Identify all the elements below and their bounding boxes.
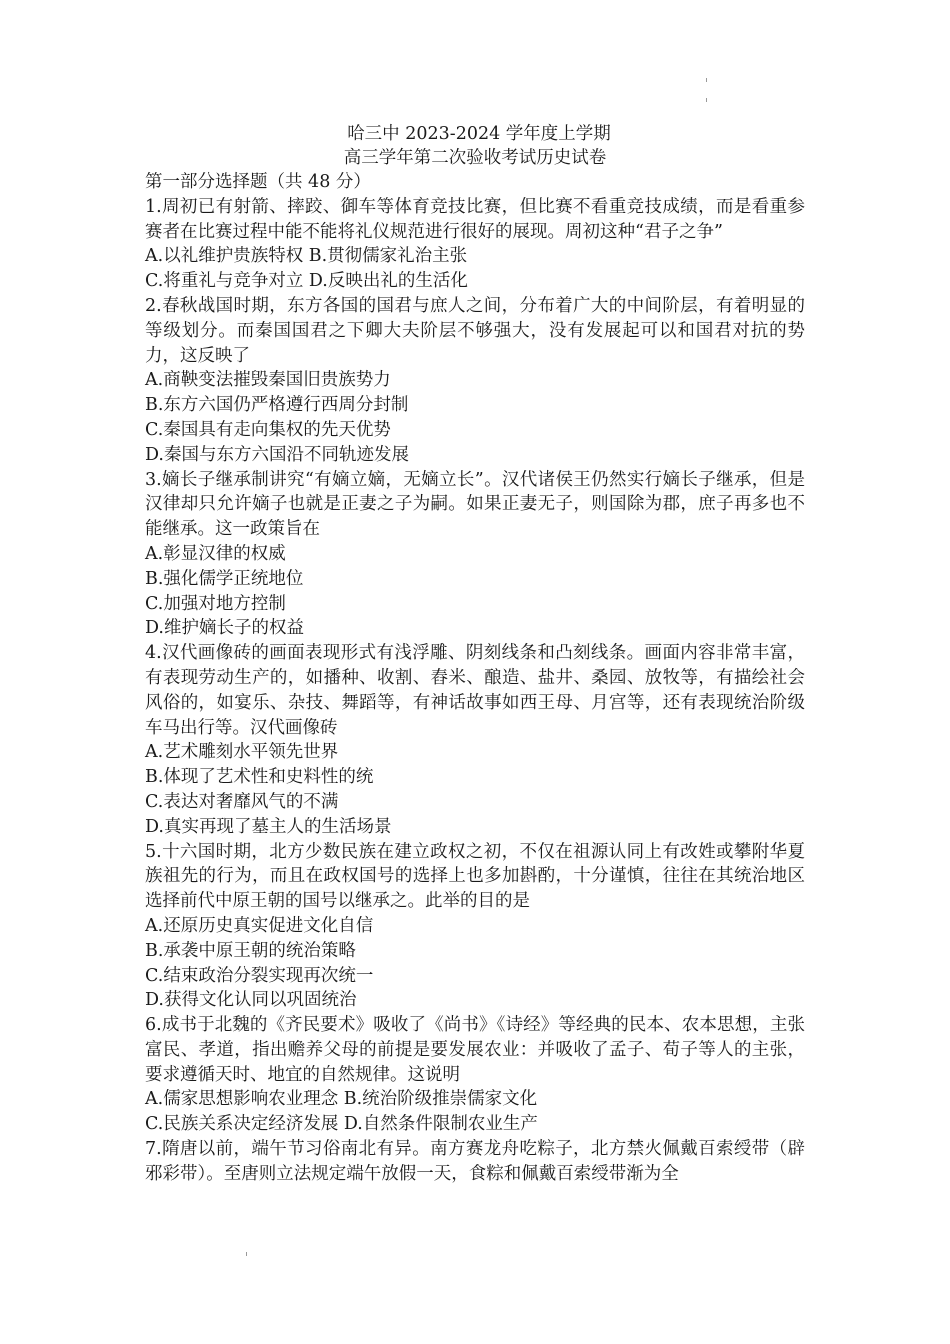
option-b: B.强化儒学正统地位 bbox=[145, 568, 304, 589]
option-a: A.还原历史真实促进文化自信 bbox=[145, 915, 374, 936]
question-stem: 2.春秋战国时期，东方各国的国君与庶人之间，分布着广大的中间阶层，有着明显的等级划分。而秦国国君之下卿大夫阶层不够强大，没有发展起可以和国君对抗的势力，这反映了 bbox=[145, 295, 805, 366]
question-7 bbox=[145, 1137, 805, 1187]
question-stem: 5.十六国时期，北方少数民族在建立政权之初，不仅在祖源认同上有改姓或攀附华夏族祖先的行为，而且在政权国号的选择上也多加斟酌，十分谨慎，往往在其统治地区选择前代中原王朝的国号以继承之。此举的目的是 bbox=[145, 841, 805, 912]
option-a: A.彰显汉律的权威 bbox=[145, 543, 286, 564]
option-a: A.商鞅变法摧毁秦国旧贵族势力 bbox=[145, 370, 391, 391]
question-stem: 1.周初已有射箭、摔跤、御车等体育竞技比赛，但比赛不看重竞技成绩，而是看重参赛者在比赛过程中能不能将礼仪规范进行很好的展现。周初这种“君子之争” bbox=[145, 196, 805, 242]
option-b: B.体现了艺术性和史料性的统 bbox=[145, 767, 374, 788]
exam-page bbox=[145, 122, 805, 1187]
option-line: C.将重礼与竞争对立 D.反映出礼的生活化 bbox=[145, 271, 468, 292]
option-line: A.儒家思想影响农业理念 B.统治阶级推崇儒家文化 bbox=[145, 1089, 538, 1110]
option-c: C.表达对奢靡风气的不满 bbox=[145, 791, 339, 812]
option-d: D.维护嫡长子的权益 bbox=[145, 618, 304, 639]
option-c: C.秦国具有走向集权的先天优势 bbox=[145, 419, 391, 440]
question-stem: 4.汉代画像砖的画面表现形式有浅浮雕、阴刻线条和凸刻线条。画面内容非常丰富，有表现劳动生产的，如播种、收割、舂米、酿造、盐井、桑园、放牧等，有描绘社会风俗的，如宴乐、杂技、舞蹈等，有神话故事如西王母、月宫等，还有表现统治阶级车马出行等。汉代画像砖 bbox=[145, 643, 805, 738]
option-a: A.艺术雕刻水平领先世界 bbox=[145, 742, 339, 763]
question-5 bbox=[145, 840, 805, 1014]
exam-title-line2: 高三学年第二次验收考试历史试卷 bbox=[343, 148, 607, 168]
question-4 bbox=[145, 641, 805, 839]
section-heading: 第一部分选择题（共 48 分） bbox=[145, 172, 371, 192]
option-b: B.东方六国仍严格遵行西周分封制 bbox=[145, 395, 409, 416]
question-stem: 7.隋唐以前，端午节习俗南北有异。南方赛龙舟吃粽子，北方禁火佩戴百索绶带（辟邪彩带）。至唐则立法规定端午放假一天，食粽和佩戴百索绶带渐为全 bbox=[145, 1139, 805, 1184]
option-line: A.以礼维护贵族特权 B.贯彻儒家礼治主张 bbox=[145, 246, 468, 267]
option-d: D.获得文化认同以巩固统治 bbox=[145, 990, 357, 1011]
question-3 bbox=[145, 468, 805, 642]
question-6 bbox=[145, 1013, 805, 1137]
option-c: C.加强对地方控制 bbox=[145, 593, 286, 614]
scan-mark-top-2 bbox=[706, 98, 707, 102]
scan-mark-bottom bbox=[246, 1252, 247, 1256]
option-line: C.民族关系决定经济发展 D.自然条件限制农业生产 bbox=[145, 1114, 538, 1135]
option-c: C.结束政治分裂实现再次统一 bbox=[145, 965, 374, 986]
option-d: D.真实再现了墓主人的生活场景 bbox=[145, 816, 392, 837]
question-1 bbox=[145, 195, 805, 294]
option-b: B.承袭中原王朝的统治策略 bbox=[145, 940, 356, 961]
question-stem: 3.嫡长子继承制讲究“有嫡立嫡，无嫡立长”。汉代诸侯王仍然实行嫡长子继承，但是汉律却只允许嫡子也就是正妻之子为嗣。如果正妻无子，则国除为郡，庶子再多也不能继承。这一政策旨在 bbox=[145, 469, 805, 540]
question-stem: 6.成书于北魏的《齐民要术》吸收了《尚书》《诗经》等经典的民本、农本思想，主张富民、孝道，指出赡养父母的前提是要发展农业：并吸收了孟子、荀子等人的主张，要求遵循天时、地宜的自然规律。这说明 bbox=[145, 1015, 805, 1085]
scan-mark-top-1 bbox=[706, 78, 707, 82]
question-2 bbox=[145, 294, 805, 468]
exam-title-line1: 哈三中 2023-2024 学年度上学期 bbox=[347, 124, 611, 144]
option-d: D.秦国与东方六国沿不同轨迹发展 bbox=[145, 444, 409, 465]
